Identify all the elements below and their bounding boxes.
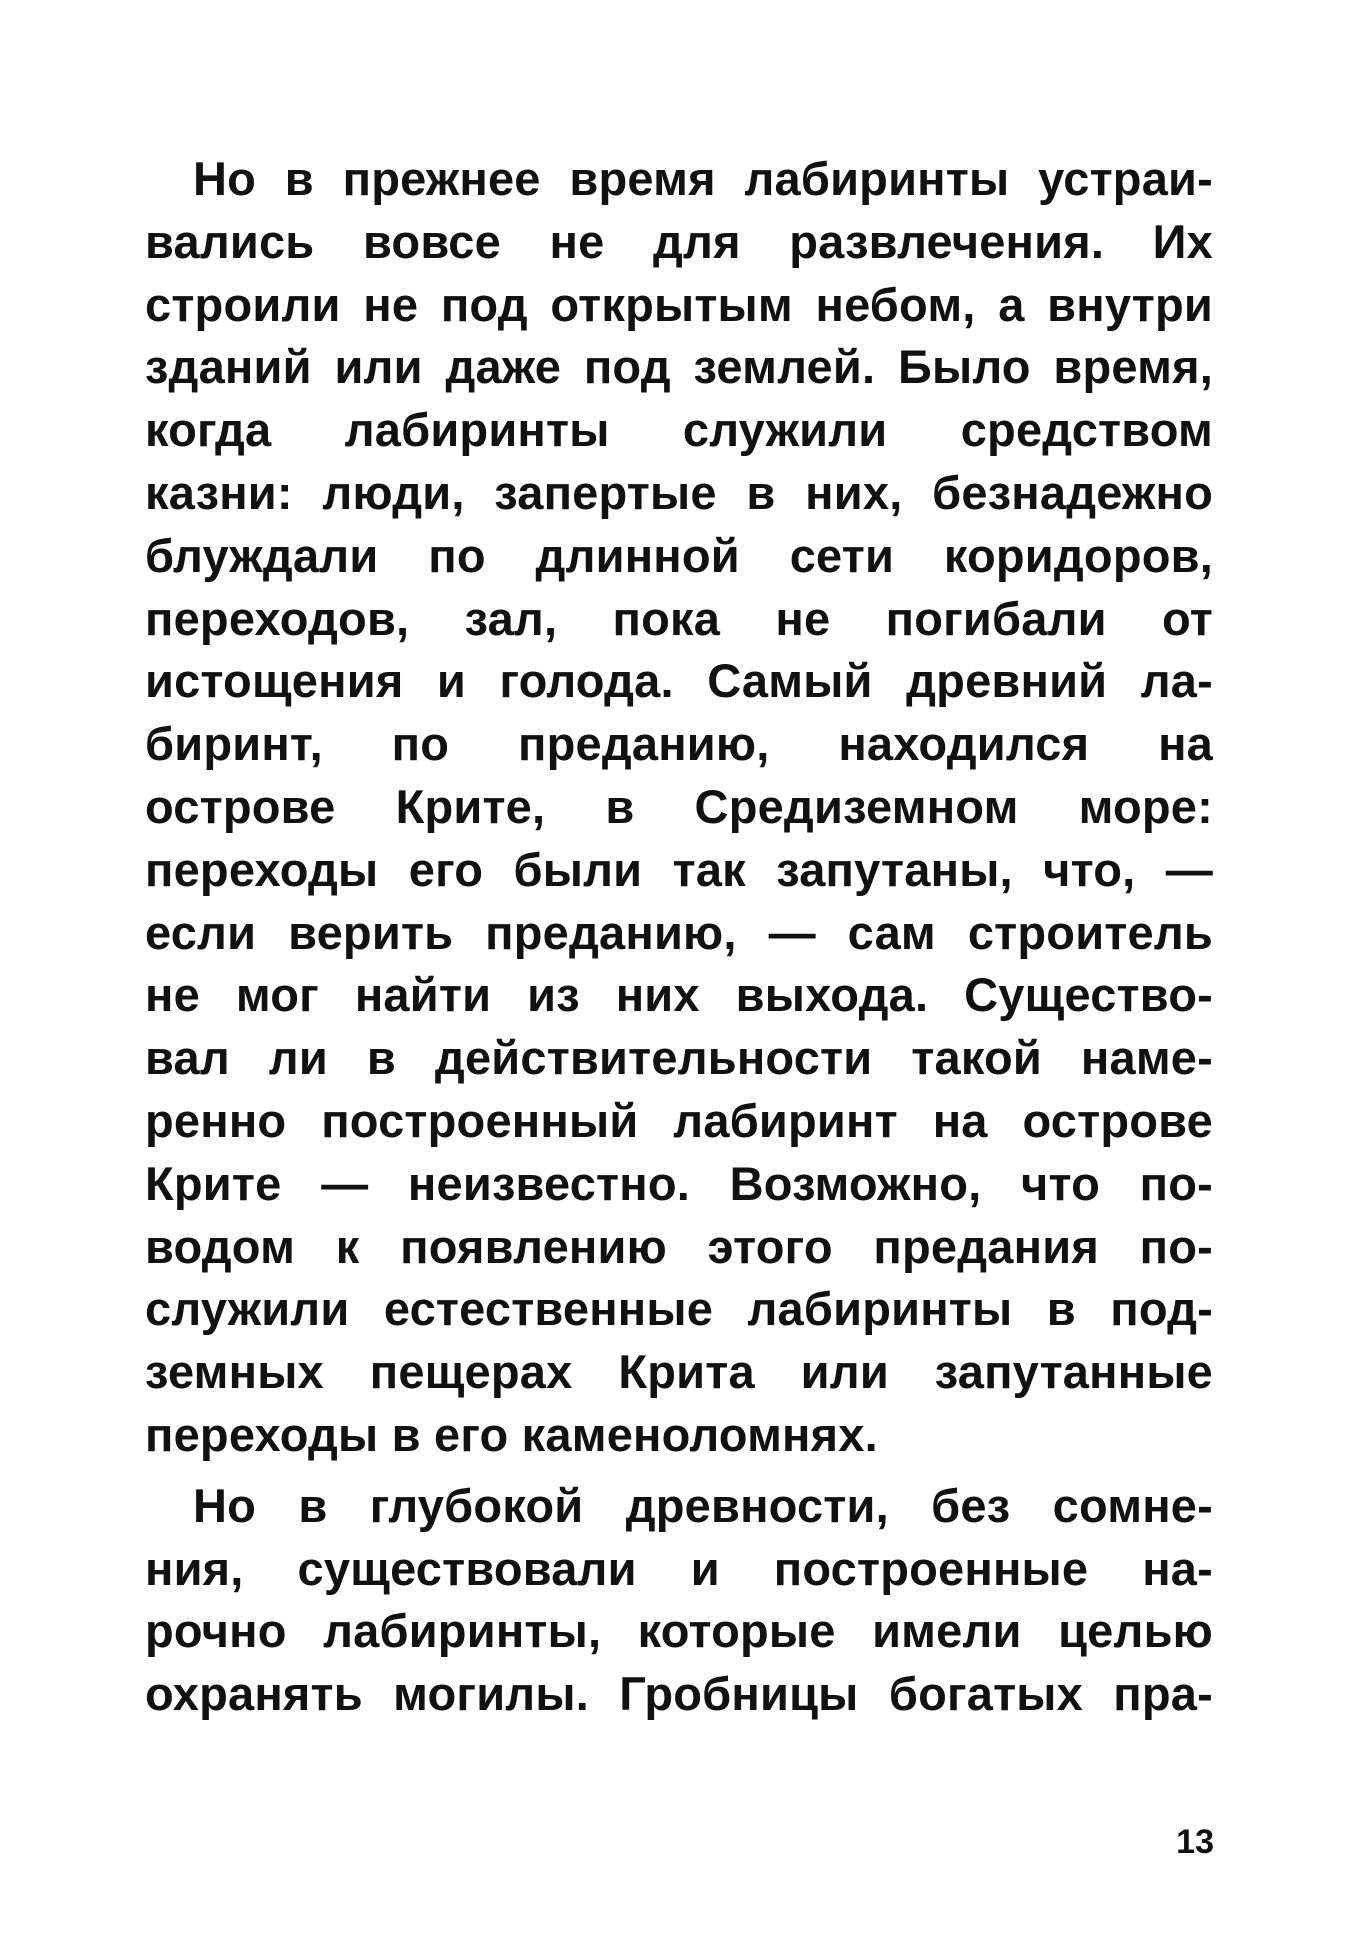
text-line: вались вовсе не для развлечения. Их [145,214,1213,268]
text-line: Крите — неизвестно. Возможно, что по- [145,1156,1213,1210]
text-line: переходы его были так запутаны, что, — [145,842,1213,896]
text-line: водом к появлению этого предания по- [145,1219,1213,1273]
text-line: служили естественные лабиринты в под- [145,1282,1213,1336]
text-line: биринт, по преданию, находился на [145,717,1213,771]
text-line: зданий или даже под землей. Было время, [145,340,1213,394]
text-line: если верить преданию, — сам строитель [145,905,1213,959]
text-line: казни: люди, запертые в них, безнадежно [145,465,1213,519]
text-line: блуждали по длинной сети коридоров, [145,528,1213,582]
paragraph-1 [145,148,1213,1467]
text-line: вал ли в действительности такой наме- [145,1031,1213,1085]
text-line: острове Крите, в Средиземном море: [145,779,1213,833]
text-line: переходов, зал, пока не погибали от [145,591,1213,645]
text-line: переходы в его каменоломнях. [145,1407,878,1461]
text-line: охранять могилы. Гробницы богатых пра- [145,1667,1213,1721]
text-line: ния, существовали и построенные на- [145,1541,1213,1595]
text-line: строили не под открытым небом, а внутри [145,277,1213,331]
paragraph-2 [145,1475,1213,1726]
text-line: рочно лабиринты, которые имели целью [145,1604,1213,1658]
text-line: Но в прежнее время лабиринты устраи- [193,152,1213,205]
text-line: когда лабиринты служили средством [145,403,1213,457]
text-line: ренно построенный лабиринт на острове [145,1093,1213,1147]
text-line: не мог найти из них выхода. Существо- [145,968,1213,1022]
text-line: земных пещерах Крита или запутанные [145,1345,1213,1399]
body-text [145,148,1213,1726]
page-number: 13 [1176,1823,1214,1861]
text-line: Но в глубокой древности, без сомне- [193,1478,1213,1532]
text-line: истощения и голода. Самый древний ла- [145,654,1213,708]
